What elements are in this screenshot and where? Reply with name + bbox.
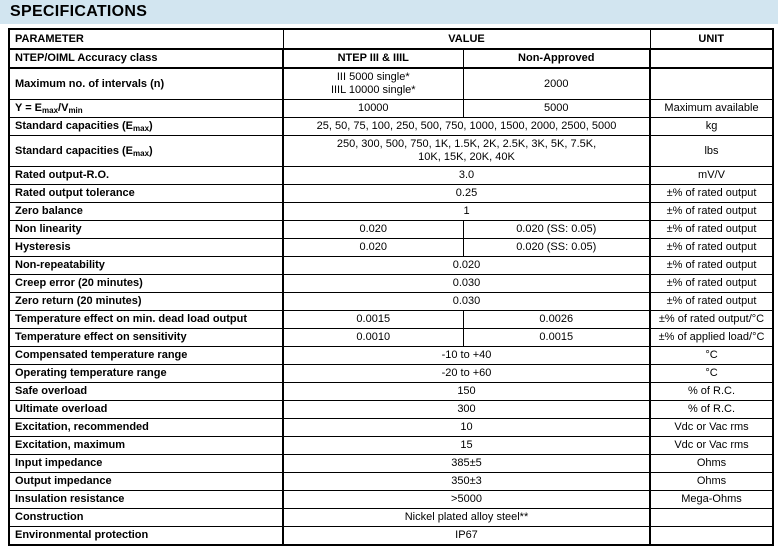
parameter-cell: Temperature effect on min. dead load output: [9, 311, 283, 329]
value-cell: -20 to +60: [283, 365, 650, 383]
unit-cell: Maximum available: [650, 100, 773, 118]
parameter-cell: Standard capacities $(E_{max})$: [9, 118, 283, 136]
table-header-row: [9, 29, 773, 49]
parameter-cell: Ultimate overload: [9, 401, 283, 419]
parameter-cell: $Y = E_{max}/V_{min}$: [9, 100, 283, 118]
unit-cell: mV/V: [650, 167, 773, 185]
unit-cell: [650, 68, 773, 100]
table-row: [9, 437, 773, 455]
unit-cell: Vdc or Vac rms: [650, 437, 773, 455]
table-row: [9, 383, 773, 401]
parameter-cell: Output impedance: [9, 473, 283, 491]
parameter-cell: Environmental protection: [9, 527, 283, 546]
value-cell: 350±3: [283, 473, 650, 491]
table-row: [9, 221, 773, 239]
table-row: [9, 275, 773, 293]
value-cell: 10: [283, 419, 650, 437]
header-value: VALUE: [283, 29, 650, 49]
table-row: [9, 311, 773, 329]
title-bar: [0, 0, 778, 24]
parameter-cell: Safe overload: [9, 383, 283, 401]
unit-cell: [650, 49, 773, 68]
parameter-cell: Rated output-R.O.: [9, 167, 283, 185]
parameter-cell: Excitation, recommended: [9, 419, 283, 437]
table-row: [9, 293, 773, 311]
unit-cell: kg: [650, 118, 773, 136]
table-row: [9, 455, 773, 473]
parameter-cell: Creep error (20 minutes): [9, 275, 283, 293]
header-parameter: PARAMETER: [9, 29, 283, 49]
unit-cell: Ohms: [650, 473, 773, 491]
value-cell: 0.0015: [283, 311, 463, 329]
parameter-cell: Operating temperature range: [9, 365, 283, 383]
parameter-cell: Rated output tolerance: [9, 185, 283, 203]
table-row: [9, 527, 773, 546]
table-row: [9, 347, 773, 365]
value-cell: Non-Approved: [463, 49, 650, 68]
table-row: [9, 419, 773, 437]
unit-cell: ±% of rated output: [650, 275, 773, 293]
value-cell: 0.030: [283, 293, 650, 311]
value-cell: 300: [283, 401, 650, 419]
value-cell: 0.0026: [463, 311, 650, 329]
unit-cell: °C: [650, 365, 773, 383]
unit-cell: ±% of applied load/°C: [650, 329, 773, 347]
value-cell: III 5000 single* IIIL 10000 single*: [283, 68, 463, 100]
value-cell: Nickel plated alloy steel**: [283, 509, 650, 527]
page-title: SPECIFICATIONS: [10, 3, 148, 20]
table-row: [9, 509, 773, 527]
value-cell: IP67: [283, 527, 650, 546]
value-cell: NTEP III & IIIL: [283, 49, 463, 68]
value-cell: 150: [283, 383, 650, 401]
unit-cell: % of R.C.: [650, 383, 773, 401]
specifications-table: [8, 28, 774, 546]
table-row: [9, 100, 773, 118]
parameter-cell: Standard capacities $(E_{max})$: [9, 136, 283, 167]
value-cell: 0.020: [283, 221, 463, 239]
unit-cell: lbs: [650, 136, 773, 167]
unit-cell: % of R.C.: [650, 401, 773, 419]
parameter-cell: Input impedance: [9, 455, 283, 473]
value-cell: 0.030: [283, 275, 650, 293]
unit-cell: [650, 527, 773, 546]
parameter-cell: Non linearity: [9, 221, 283, 239]
table-row: [9, 167, 773, 185]
parameter-cell: Zero return (20 minutes): [9, 293, 283, 311]
value-cell: 15: [283, 437, 650, 455]
value-cell: 0.020 (SS: 0.05): [463, 221, 650, 239]
unit-cell: °C: [650, 347, 773, 365]
table-row: [9, 68, 773, 100]
unit-cell: Mega-Ohms: [650, 491, 773, 509]
value-cell: 385±5: [283, 455, 650, 473]
parameter-cell: NTEP/OIML Accuracy class: [9, 49, 283, 68]
value-cell: 0.0015: [463, 329, 650, 347]
value-cell: >5000: [283, 491, 650, 509]
parameter-cell: Zero balance: [9, 203, 283, 221]
value-cell: 5000: [463, 100, 650, 118]
unit-cell: ±% of rated output: [650, 203, 773, 221]
parameter-cell: Construction: [9, 509, 283, 527]
parameter-cell: Insulation resistance: [9, 491, 283, 509]
value-cell: 250, 300, 500, 750, 1K, 1.5K, 2K, 2.5K, 3K, 5K, 7.5K, 10K, 15K, 20K, 40K: [283, 136, 650, 167]
table-row: [9, 203, 773, 221]
parameter-cell: Compensated temperature range: [9, 347, 283, 365]
value-cell: -10 to +40: [283, 347, 650, 365]
unit-cell: ±% of rated output: [650, 293, 773, 311]
parameter-cell: Hysteresis: [9, 239, 283, 257]
value-cell: 0.020: [283, 239, 463, 257]
table-row: [9, 239, 773, 257]
table-row: [9, 185, 773, 203]
parameter-cell: Excitation, maximum: [9, 437, 283, 455]
value-cell: 0.0010: [283, 329, 463, 347]
unit-cell: ±% of rated output: [650, 257, 773, 275]
value-cell: 2000: [463, 68, 650, 100]
parameter-cell: Maximum no. of intervals (n): [9, 68, 283, 100]
table-row: [9, 118, 773, 136]
unit-cell: ±% of rated output: [650, 221, 773, 239]
table-row: [9, 49, 773, 68]
header-unit: UNIT: [650, 29, 773, 49]
value-cell: 0.020 (SS: 0.05): [463, 239, 650, 257]
unit-cell: Ohms: [650, 455, 773, 473]
parameter-cell: Non-repeatability: [9, 257, 283, 275]
table-row: [9, 473, 773, 491]
table-row: [9, 491, 773, 509]
parameter-cell: Temperature effect on sensitivity: [9, 329, 283, 347]
unit-cell: Vdc or Vac rms: [650, 419, 773, 437]
value-cell: 25, 50, 75, 100, 250, 500, 750, 1000, 1500, 2000, 2500, 5000: [283, 118, 650, 136]
value-cell: 3.0: [283, 167, 650, 185]
table-row: [9, 136, 773, 167]
value-cell: 1: [283, 203, 650, 221]
value-cell: 0.25: [283, 185, 650, 203]
value-cell: 0.020: [283, 257, 650, 275]
table-row: [9, 401, 773, 419]
unit-cell: [650, 509, 773, 527]
table-row: [9, 365, 773, 383]
table-row: [9, 257, 773, 275]
unit-cell: ±% of rated output: [650, 239, 773, 257]
value-cell: 10000: [283, 100, 463, 118]
unit-cell: ±% of rated output/°C: [650, 311, 773, 329]
table-body: [9, 49, 773, 545]
unit-cell: ±% of rated output: [650, 185, 773, 203]
table-row: [9, 329, 773, 347]
